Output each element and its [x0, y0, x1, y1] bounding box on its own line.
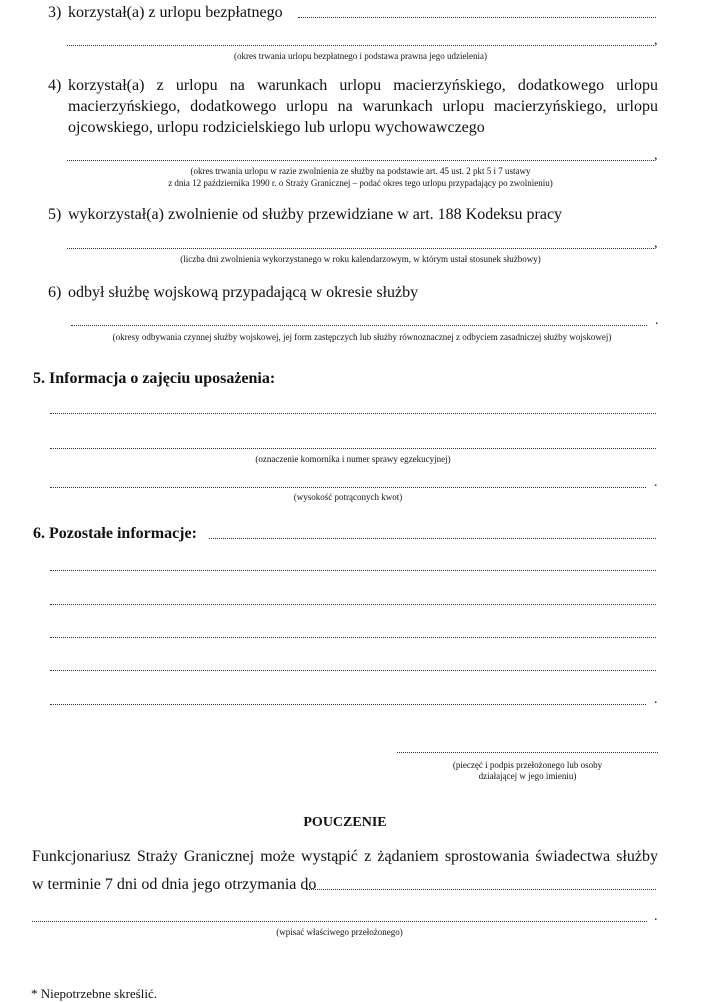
- pouczenie-line-2: w terminie 7 dni od dnia jego otrzymania do: [32, 876, 317, 893]
- item3-number: 3): [48, 4, 62, 21]
- pouczenie-fill-line-2[interactable]: [32, 921, 647, 922]
- item4-text-line-3: ojcowskiego, urlopu rodzicielskiego lub urlopu wychowawczego: [68, 119, 485, 136]
- section6-heading: 6. Pozostałe informacje:: [33, 525, 197, 542]
- pouczenie-title: POUCZENIE: [303, 815, 387, 830]
- section6-fill-line-6[interactable]: [50, 704, 646, 705]
- signature-caption-1: (pieczęć i podpis przełożonego lub osoby: [452, 760, 603, 770]
- pouczenie-line-1: Funkcjonariusz Straży Granicznej może wystąpić z żądaniem sprostowania świadectwa służby: [32, 848, 658, 865]
- item6-number: 6): [48, 284, 62, 301]
- pouczenie-end-punct: .: [654, 909, 658, 924]
- section6-fill-line-5[interactable]: [50, 670, 656, 671]
- item6-fill-line[interactable]: [71, 325, 647, 326]
- item5-number: 5): [48, 206, 62, 223]
- footnote: * Niepotrzebne skreślić.: [31, 986, 157, 1001]
- section5-heading: 5. Informacja o zajęciu uposażenia:: [33, 370, 276, 387]
- item6-end-punct: .: [655, 313, 659, 328]
- item4-text-line-2: macierzyńskiego, dodatkowego urlopu na warunkach urlopu macierzyńskiego, urlopu: [68, 98, 658, 115]
- pouczenie-fill-line-1[interactable]: [306, 889, 656, 890]
- section5-end-punct: .: [654, 475, 658, 490]
- section5-fill-line-2[interactable]: [50, 448, 656, 449]
- section6-fill-line-1[interactable]: [209, 538, 656, 539]
- section5-caption-2: (wysokość potrąconych kwot): [293, 492, 403, 502]
- signature-line[interactable]: [397, 752, 658, 753]
- pouczenie-caption: (wpisać właściwego przełożonego): [276, 927, 403, 937]
- item4-fill-line[interactable]: [67, 160, 654, 161]
- signature-caption-2: działającej w jego imieniu): [478, 771, 577, 781]
- item5-fill-line[interactable]: [67, 248, 654, 249]
- item5-end-punct: ,: [654, 236, 658, 251]
- section6-fill-line-2[interactable]: [50, 570, 656, 571]
- section6-fill-line-4[interactable]: [50, 637, 656, 638]
- section5-fill-line-3[interactable]: [50, 487, 646, 488]
- item6-text: odbył służbę wojskową przypadającą w okresie służby: [68, 284, 419, 301]
- section6-fill-line-3[interactable]: [50, 604, 656, 605]
- item5-text: wykorzystał(a) zwolnienie od służby przewidziane w art. 188 Kodeksu pracy: [68, 206, 563, 223]
- item3-fill-line-1[interactable]: [298, 17, 656, 18]
- item6-caption: (okresy odbywania czynnej służby wojskowej, jej form zastępczych lub służby równoznacznej z odbyciem zasadniczej służby wojskowej): [112, 332, 612, 342]
- section5-caption-1: (oznaczenie komornika i numer sprawy egzekucyjnej): [255, 454, 451, 464]
- section6-end-punct: .: [654, 692, 658, 707]
- item4-text-line-1: korzystał(a) z urlopu na warunkach urlopu macierzyńskiego, dodatkowego urlopu: [68, 77, 658, 94]
- item4-caption-line-2: z dnia 12 października 1990 r. o Straży Granicznej – podać okres tego urlopu przypadający po zwolnieniu): [168, 178, 553, 188]
- item4-end-punct: ,: [654, 148, 658, 163]
- item3-text: korzystał(a) z urlopu bezpłatnego: [68, 4, 283, 21]
- item4-number: 4): [48, 77, 62, 94]
- item3-fill-line-2[interactable]: [67, 45, 654, 46]
- item4-caption-line-1: (okres trwania urlopu w razie zwolnienia ze służby na podstawie art. 45 ust. 2 pkt 5 i 7 ustawy: [190, 166, 531, 176]
- item3-caption: (okres trwania urlopu bezpłatnego i podstawa prawna jego udzielenia): [234, 51, 487, 61]
- section5-fill-line-1[interactable]: [50, 413, 656, 414]
- item5-caption: (liczba dni zwolnienia wykorzystanego w roku kalendarzowym, w którym ustał stosunek służbowy): [180, 254, 541, 264]
- item3-end-punct: ,: [654, 33, 658, 48]
